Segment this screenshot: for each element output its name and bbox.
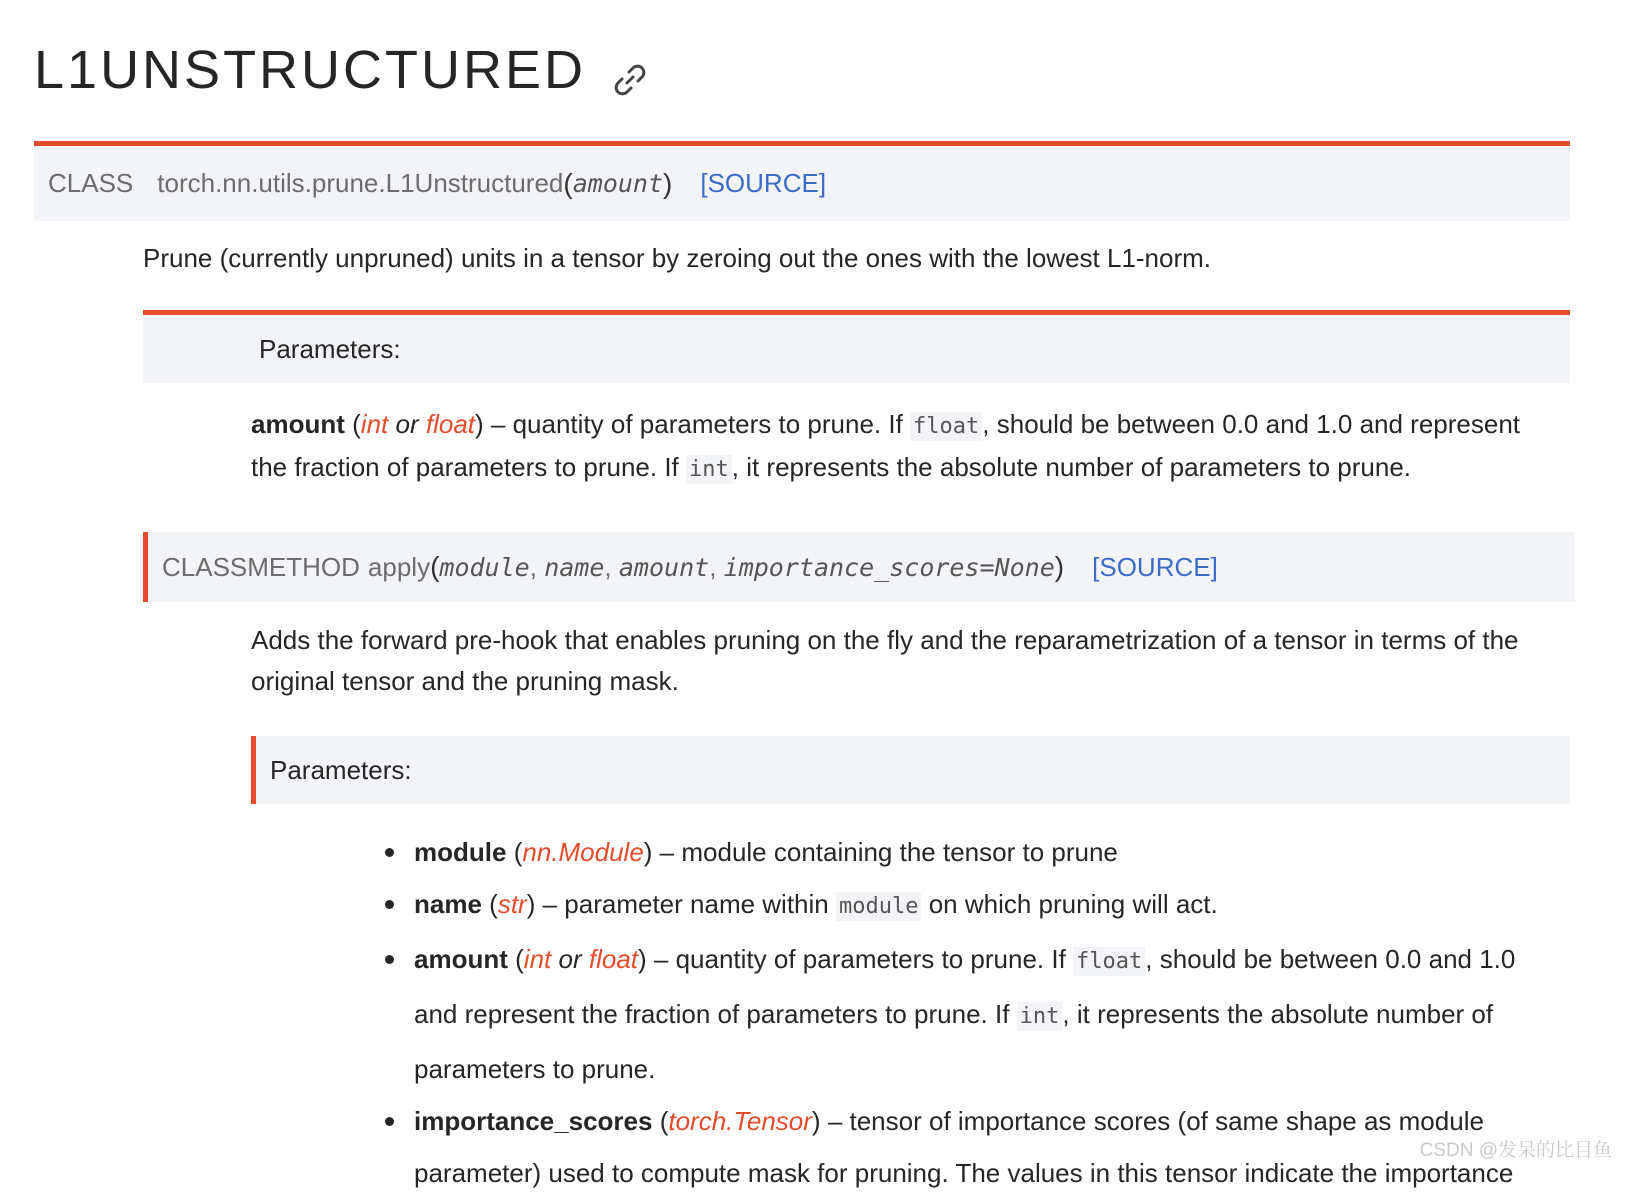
arg-sep: , xyxy=(604,551,612,582)
inline-code: module xyxy=(836,892,921,921)
param-text: – parameter name within xyxy=(535,889,836,919)
method-arg: name xyxy=(544,552,605,582)
param-text: – quantity of parameters to prune. If xyxy=(483,409,911,439)
params-heading: Parameters: xyxy=(143,310,1570,383)
class-signature xyxy=(34,141,1570,221)
param-text: on which pruning will act. xyxy=(921,889,1218,919)
method-open-paren: ( xyxy=(430,551,440,582)
inline-code: int xyxy=(1017,1002,1063,1031)
method-arg: importance_scores=None xyxy=(723,552,1055,582)
param-text: – tensor of importance scores (of same shape as module parameter) used to compute mask for pruning. The values in this tensor indicate the importance xyxy=(414,1106,1514,1188)
link-icon[interactable] xyxy=(610,50,650,90)
param-name: module xyxy=(414,837,507,867)
class-arg: amount xyxy=(572,169,664,198)
class-description: Prune (currently unpruned) units in a tensor by zeroing out the ones with the lowest L1-norm. xyxy=(143,243,1212,273)
list-item: name (str) – parameter name within module on which pruning will act. xyxy=(385,878,1555,933)
param-type-link[interactable]: int xyxy=(523,944,552,974)
method-name: apply xyxy=(367,551,431,582)
param-name: name xyxy=(414,889,482,919)
inline-code: float xyxy=(910,412,982,441)
list-item: importance_scores (torch.Tensor) – tensor of importance scores (of same shape as module parameter) used to compute mask for pruning. The values in this tensor indicate the importance xyxy=(385,1095,1555,1199)
inline-code: float xyxy=(1073,947,1145,976)
param-text: , it represents the absolute number of parameters to prune. xyxy=(731,452,1412,482)
arg-sep: , xyxy=(709,551,717,582)
bullet-icon xyxy=(385,900,394,909)
method-source-link[interactable]: [SOURCE] xyxy=(1092,551,1218,582)
param-type-link[interactable]: str xyxy=(497,889,527,919)
method-arg: amount xyxy=(618,552,710,582)
bullet-icon xyxy=(385,1117,394,1126)
param-type-link[interactable]: int xyxy=(360,409,389,439)
method-close-paren: ) xyxy=(1054,551,1065,582)
method-keyword: CLASSMETHOD xyxy=(162,551,360,582)
list-item: module (nn.Module) – module containing the tensor to prune xyxy=(385,826,1555,878)
bullet-icon xyxy=(385,848,394,857)
param-type-link[interactable]: torch.Tensor xyxy=(668,1106,812,1136)
method-signature xyxy=(143,532,1575,602)
param-type-link[interactable]: float xyxy=(588,944,639,974)
arg-sep: , xyxy=(529,551,537,582)
param-type-link[interactable]: float xyxy=(425,409,476,439)
param-name: importance_scores xyxy=(414,1106,653,1136)
class-source-link[interactable]: [SOURCE] xyxy=(700,168,827,198)
param-or: or xyxy=(558,944,582,974)
class-close-paren: ) xyxy=(663,167,673,199)
method-arg: module xyxy=(439,552,530,582)
param-or: or xyxy=(395,409,419,439)
param-list xyxy=(385,826,1555,1199)
class-open-paren: ( xyxy=(563,167,573,199)
param-type-link[interactable]: nn.Module xyxy=(522,837,644,867)
param-text: , it represents the absolute number of parameters to prune. xyxy=(414,999,1494,1084)
watermark: CSDN @发呆的比目鱼 xyxy=(1419,1140,1612,1161)
bullet-icon xyxy=(385,955,394,964)
class-name: torch.nn.utils.prune.L1Unstructured xyxy=(157,168,564,198)
class-keyword: CLASS xyxy=(48,168,134,198)
param-text: , should be between 0.0 and 1.0 and represent the fraction of parameters to prune. If xyxy=(414,944,1516,1029)
params-heading: Parameters: xyxy=(251,736,1570,804)
method-description: Adds the forward pre-hook that enables pruning on the fly and the reparametrization of a tensor in terms of the original tensor and the pruning mask. xyxy=(251,625,1519,696)
param-text: , should be between 0.0 and 1.0 and represent the fraction of parameters to prune. If xyxy=(251,409,1521,482)
param-amount-desc: amount (int or float) – quantity of parameters to prune. If float , should be between 0.0 and 1.0 and represent the fraction of parameters to prune. If int , it represents the absolute number of parameters to prune. xyxy=(251,409,1521,482)
param-name: amount xyxy=(251,409,345,439)
param-text: – quantity of parameters to prune. If xyxy=(646,944,1074,974)
param-text: – module containing the tensor to prune xyxy=(652,837,1118,867)
page-title xyxy=(34,38,650,102)
param-name: amount xyxy=(414,944,508,974)
page-title-text: L1UNSTRUCTURED xyxy=(34,40,587,100)
list-item: amount (int or float) – quantity of parameters to prune. If float , should be between 0.0 and 1.0 and represent the fraction of parameters to prune. If int , it represents the absolute number of parameters to prune. xyxy=(385,933,1555,1095)
inline-code: int xyxy=(686,455,732,484)
